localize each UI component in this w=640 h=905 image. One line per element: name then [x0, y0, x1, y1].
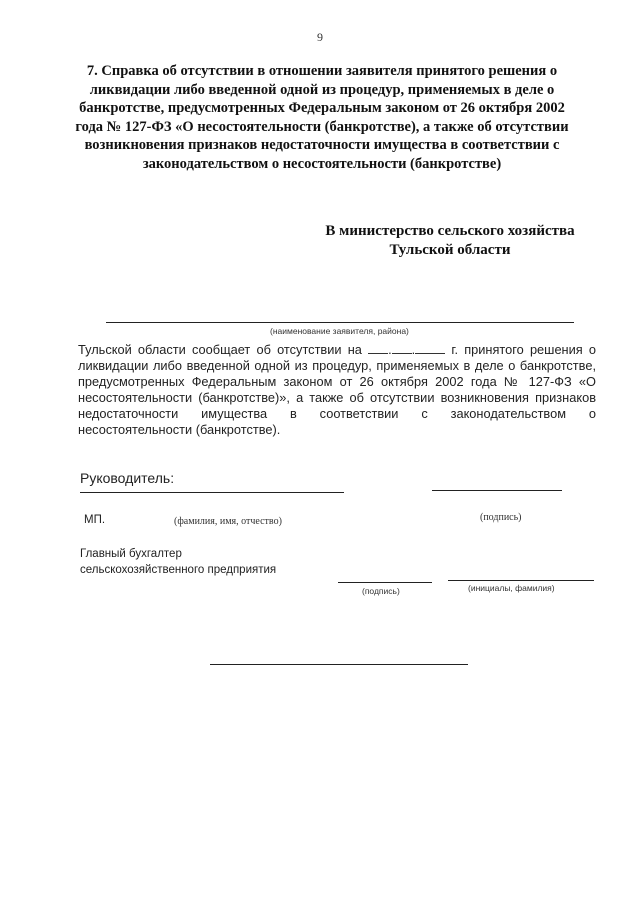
date-separator-2: . — [411, 342, 416, 357]
fio-caption: (фамилия, имя, отчество) — [174, 516, 282, 527]
recipient-line-1: В министерство сельского хозяйства — [325, 223, 575, 239]
document-heading: 7. Справка об отсутствии в отношении заявителя принятого решения о ликвидации либо введенной одной из процедур, применяемых в деле о банкротстве, предусмотренных Федеральным законом от 26 октября 2002 года № 127-ФЗ «О несостоятельности (банкротстве), а также об отсутствии возникновения признаков недостаточности имущества в соответствии с законодательством о несостоятельности (банкротстве) — [75, 63, 569, 172]
applicant-caption: (наименование заявителя, района) — [270, 326, 409, 336]
chief-accountant-label: Главный бухгалтер сельскохозяйственного предприятия — [80, 548, 277, 576]
applicant-name-line — [106, 322, 574, 323]
date-year-blank — [415, 343, 445, 354]
accountant-initials-line — [448, 580, 594, 581]
signature-caption: (подпись) — [480, 512, 522, 523]
stamp-label: МП. — [84, 514, 106, 526]
accountant-initials-caption: (инициалы, фамилия) — [468, 583, 555, 593]
date-separator-1: . — [388, 342, 392, 357]
head-label: Руководитель: — [80, 470, 175, 486]
date-month-blank — [392, 343, 412, 354]
recipient-block — [300, 222, 600, 260]
bottom-separator-line — [210, 664, 468, 665]
certificate-body-text — [78, 342, 596, 438]
date-day-blank — [368, 343, 388, 354]
accountant-signature-line — [338, 582, 432, 583]
head-signature-line — [432, 490, 562, 491]
head-fio-line — [80, 492, 344, 493]
page-number: 9 — [317, 30, 323, 44]
accountant-signature-caption: (подпись) — [362, 586, 400, 596]
body-text-part-1: Тульской области сообщает об отсутствии на — [78, 342, 369, 357]
body-text-part-2: г. принятого решения о ликвидации либо введенной одной из процедур, применяемых в деле о банкротстве, предусмотренных Федеральным законом от 26 октября 2002 года № 127-ФЗ «О несостоятельности (банкротстве)», а также об отсутствии возникновения признаков недостаточности имущества в соответствии с законодательством о несостоятельности (банкротстве). — [78, 342, 596, 437]
recipient-line-2: Тульской области — [389, 242, 511, 258]
